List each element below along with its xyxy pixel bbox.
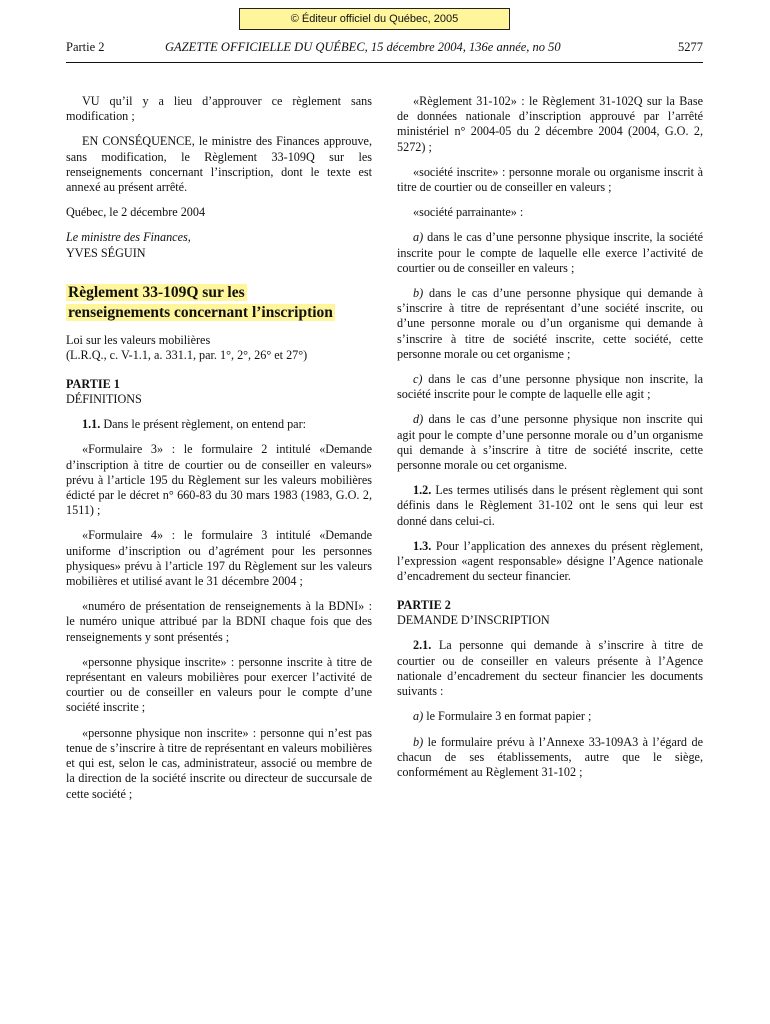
copyright-banner: © Éditeur officiel du Québec, 2005 (239, 8, 510, 30)
item-c (397, 372, 703, 402)
definition-personne-inscrite: «personne physique inscrite» : personne inscrite à titre de représentant en valeurs mobilières pour exercer l’activité de courtier ou de conseiller en valeurs pour le compte d’une société inscrite ; (66, 654, 372, 715)
law-reference: (L.R.Q., c. V-1.1, a. 331.1, par. 1°, 2°, 26° et 27°) (66, 348, 308, 363)
section-number: 1.2. (413, 483, 432, 498)
section-text: Dans le présent règlement, on entend par: (103, 417, 307, 432)
item-text: le formulaire prévu à l’Annexe 33-109A3 à l’égard de chacun de ses établissements, autre que le siège, conformément au Règlement 31-102 ; (397, 734, 703, 779)
item-2-1-b (397, 735, 703, 781)
definition-formulaire-3: «Formulaire 3» : le formulaire 2 intitulé «Demande d’inscription à titre de courtier ou de conseiller en valeurs» prévu à l’article 195 du Règlement sur les valeurs mobilières édicté par le décret n° 660-83 du 30 mars 1983 (1983, G.O. 2, 1511) ; (66, 442, 372, 518)
definition-numero-bdni: «numéro de présentation de renseignements à la BDNI» : le numéro unique attribué par la BDNI chaque fois que des renseignements y sont présentés ; (66, 599, 372, 644)
page-header (66, 40, 703, 58)
item-label: a) (413, 709, 424, 724)
definition-personne-non-inscrite: «personne physique non inscrite» : personne qui n’est pas tenue de s’inscrire à titre de représentant en valeurs mobilières et qui est, selon le cas, administrateur, associé ou membre de la direction de la société inscrite ou directeur de succursale de cette société ; (66, 725, 372, 801)
right-column (397, 94, 703, 790)
paragraph-consequence: EN CONSÉQUENCE, le ministre des Finances approuve, sans modification, le Règlement 33-109Q sur les renseignements concernant l’inscription, dont le texte est annexé au présent arrêté. (66, 134, 372, 195)
section-text: La personne qui demande à s’inscrire à titre de courtier ou de conseiller en valeurs présente à l’Agence nationale d’encadrement du secteur financier les documents suivants : (397, 638, 703, 699)
section-number: 2.1. (413, 638, 432, 653)
item-text: dans le cas d’une personne physique inscrite, la société inscrite pour le compte de laquelle elle exerce l’activité de courtier ou de conseiller en valeurs ; (397, 230, 704, 275)
section-1-3 (397, 539, 703, 585)
item-b (397, 286, 703, 362)
minister-name: YVES SÉGUIN (66, 245, 146, 260)
section-2-1 (397, 638, 703, 699)
section-text: Les termes utilisés dans le présent règlement qui sont définis dans le Règlement 31-102 ont le sens qui leur est donné dans celui-ci. (397, 483, 704, 528)
item-label: d) (413, 412, 424, 427)
item-label: a) (413, 230, 424, 245)
partie-1-label: PARTIE 1 (66, 377, 120, 392)
header-rule (66, 62, 703, 63)
regulation-title (66, 283, 372, 323)
definition-societe-parrainante: «société parrainante» : (413, 205, 524, 220)
item-text: dans le cas d’une personne physique non inscrite qui agit pour le compte d’une personne morale ou d’un organisme qui demande à s’inscrire à titre de société inscrite, cette personne morale ou cet organisme. (397, 412, 703, 473)
section-1-2 (397, 483, 703, 529)
place-date: Québec, le 2 décembre 2004 (66, 205, 206, 220)
item-text: le Formulaire 3 en format papier ; (426, 709, 592, 724)
law-name: Loi sur les valeurs mobilières (66, 332, 211, 347)
section-text: Pour l’application des annexes du présent règlement, l’expression «agent responsable» désigne l’Agence nationale d’encadrement du secteur financier. (397, 538, 703, 584)
partie-1-heading (66, 377, 372, 407)
partie-2-name: DEMANDE D’INSCRIPTION (397, 613, 550, 628)
minister-title: Le ministre des Finances, (66, 230, 191, 245)
section-number: 1.3. (413, 538, 432, 553)
paragraph-vu: VU qu’il y a lieu d’approuver ce règlement sans modification ; (66, 94, 372, 124)
item-text: dans le cas d’une personne physique qui demande à s’inscrire à titre de représentant d’une société inscrite, ou d’une personne morale ou d’un organisme qui demande à s’inscrire à titre de société inscrite, cette société, cette personne morale ou cet organisme ; (397, 286, 704, 361)
item-text: dans le cas d’une personne physique non inscrite, la société inscrite pour le compte de laquelle elle agit ; (397, 372, 704, 402)
definition-reglement-31-102: «Règlement 31-102» : le Règlement 31-102Q sur la Base de données nationale d’inscription approuvé par l’arrêté ministériel n° 2004-05 du 2 décembre 2004 (2004, G.O. 2, 5272) ; (397, 94, 703, 154)
page-number: 5277 (678, 40, 703, 54)
item-label: b) (413, 734, 424, 749)
item-2-1-a (397, 709, 703, 724)
definition-formulaire-4: «Formulaire 4» : le formulaire 3 intitulé «Demande uniforme d’inscription ou d’agrément pour les personnes physiques» prévu à l’article 197 du Règlement sur les valeurs mobilières et utilisé avant le 31 décembre 2004 ; (66, 528, 372, 589)
section-1-1 (66, 417, 372, 432)
header-part: Partie 2 (66, 40, 105, 54)
regulation-title-line-2: renseignements concernant l’inscription (68, 303, 333, 321)
partie-1-name: DÉFINITIONS (66, 392, 142, 407)
item-label: c) (413, 372, 423, 387)
definition-societe-inscrite: «société inscrite» : personne morale ou organisme inscrit à titre de courtier ou de conseiller en valeurs ; (397, 164, 703, 195)
regulation-title-line-1: Règlement 33-109Q sur les (68, 283, 245, 301)
item-a (397, 230, 703, 276)
item-label: b) (413, 286, 424, 301)
header-gazette-title: GAZETTE OFFICIELLE DU QUÉBEC, 15 décembre 2004, 136e année, no 50 (165, 40, 561, 54)
section-number: 1.1. (82, 417, 101, 432)
item-d (397, 412, 703, 473)
partie-2-label: PARTIE 2 (397, 598, 451, 613)
partie-2-heading (397, 598, 703, 628)
left-column (66, 94, 372, 812)
